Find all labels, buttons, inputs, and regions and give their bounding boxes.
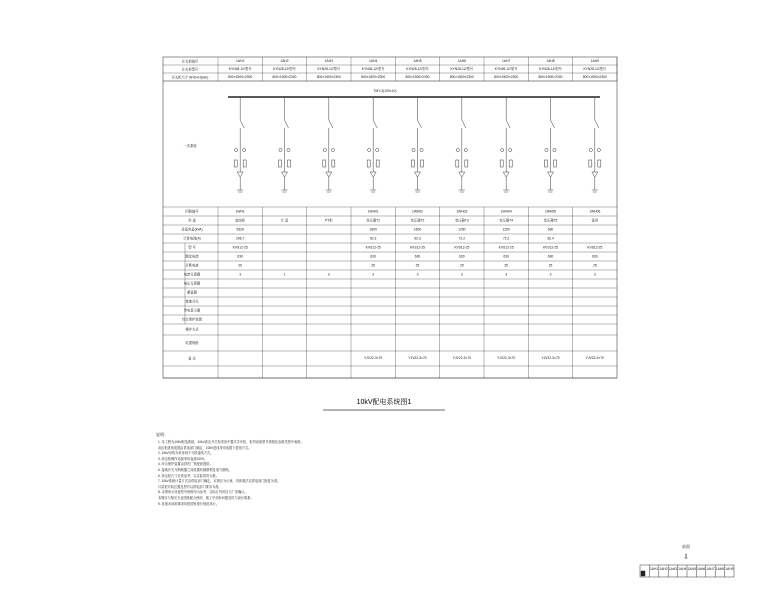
cell-value: 72.2 xyxy=(458,236,466,241)
fuse-icon xyxy=(288,160,291,167)
table-border xyxy=(163,57,617,378)
fuse-icon xyxy=(509,160,512,167)
fuse-icon xyxy=(465,160,468,167)
cell-value: 3 xyxy=(239,272,242,277)
cabinet-number: 1AH4 xyxy=(369,59,378,64)
cell-value: 92.3 xyxy=(414,236,421,241)
row-label: 型 号 xyxy=(188,245,196,250)
ct-icon xyxy=(456,148,459,151)
cabinet-circuit xyxy=(500,97,512,192)
diagram-title: 10kV配电系统图1 xyxy=(356,399,412,406)
fuse-icon xyxy=(376,160,379,167)
notes-list xyxy=(152,440,332,507)
ct-icon xyxy=(243,148,246,151)
arrester-icon xyxy=(500,160,503,167)
cable-head-icon xyxy=(592,172,598,177)
breaker-icon xyxy=(506,120,510,128)
cell-value: 变压器T4 xyxy=(499,218,514,223)
row-label: 电压互感器 xyxy=(183,281,201,286)
cabinet-number: 1AH3 xyxy=(324,59,333,64)
fuse-icon xyxy=(332,160,335,167)
cell-value: 3 xyxy=(372,272,375,277)
cable-head-icon xyxy=(415,172,421,177)
ct-icon xyxy=(376,148,379,151)
cabinet-model: KYN28-12/型号 xyxy=(539,67,562,72)
row-header-label: 开关柜尺寸 W×D×H(mm) xyxy=(171,75,209,80)
cabinet-circuit xyxy=(234,97,246,192)
cabinet-number: 1AH1 xyxy=(236,59,245,64)
cabinet-number: 1AH8 xyxy=(546,59,555,64)
note-line: 3. 高压柜操作电源采用直流220V。 xyxy=(158,456,208,461)
cell-value: 5326 xyxy=(236,227,244,232)
fuse-icon xyxy=(598,160,601,167)
ct-icon xyxy=(331,148,334,151)
cabinet-circuit xyxy=(589,97,601,192)
ct-icon xyxy=(420,148,423,151)
cell-value: 25 xyxy=(592,263,597,268)
legend-cell: 1AH1 xyxy=(649,567,659,571)
cell-value: 3 xyxy=(593,272,596,277)
cabinet-size: 800×1500×2300 xyxy=(316,75,341,80)
arrester-icon xyxy=(412,160,415,167)
cell-value: KVS12-25 xyxy=(542,245,559,250)
cell-value: 1WH06 xyxy=(589,209,601,214)
cell-value: 1250 xyxy=(458,227,466,232)
cabinet-size: 800×1500×2300 xyxy=(449,75,474,80)
notes-block xyxy=(152,432,332,507)
row-header-label: 开关柜型号 xyxy=(181,67,199,72)
cell-value: 630 xyxy=(370,254,376,259)
cable-spec: YJV22-3×70 xyxy=(452,356,471,360)
arrester-icon xyxy=(456,160,459,167)
fuse-icon xyxy=(554,160,557,167)
cell-value: 296.7 xyxy=(236,236,245,241)
cell-value: 1WH04 xyxy=(500,209,512,214)
cell-value: 72.2 xyxy=(502,236,510,241)
breaker-icon xyxy=(373,120,377,128)
breaker-icon xyxy=(551,120,555,128)
cabinet-size: 800×1500×2300 xyxy=(272,75,297,80)
cell-value: 1WH1 xyxy=(235,209,245,214)
cabinet-model: KYN28-12/型号 xyxy=(494,67,518,72)
cabinet-circuit xyxy=(456,97,468,192)
cell-value: 1WH02 xyxy=(412,209,423,214)
cell-value: 1 xyxy=(283,272,286,277)
breaker-icon xyxy=(285,120,289,128)
cable-spec: YJV22-3×70 xyxy=(364,356,383,360)
cabinet-size: 800×1500×2300 xyxy=(538,75,563,80)
arrester-icon xyxy=(589,160,592,167)
row-label: 回路编号 xyxy=(185,209,199,214)
cabinet-size: 800×1500×2300 xyxy=(361,75,386,80)
cabinet-number: 1AH6 xyxy=(457,59,466,64)
cell-value: 630 xyxy=(414,254,421,259)
legend-mark xyxy=(641,571,645,576)
ct-icon xyxy=(368,148,371,151)
row-label: 带电显示器 xyxy=(183,308,201,313)
cell-value: 25 xyxy=(415,263,420,268)
cell-value: 变压器T5 xyxy=(543,218,558,223)
row-label: 电流互感器 xyxy=(183,272,201,277)
cell-value: 3 xyxy=(549,272,552,277)
breaker-icon xyxy=(240,120,244,128)
ct-icon xyxy=(279,148,282,151)
cabinet-model: KYN28-12/型号 xyxy=(228,67,252,72)
cell-value: PT柜 xyxy=(325,218,333,223)
cabinet-size: 800×1500×2300 xyxy=(494,75,519,80)
cable-head-icon xyxy=(459,172,465,177)
cabinet-circuit xyxy=(367,97,379,192)
note-line: 高压柜进线电缆由供电部门确定，10kV进线采用电缆下进线方式。 xyxy=(158,445,252,450)
row-label: 操作方式 xyxy=(185,327,199,332)
legend-cell: 1AH4 xyxy=(678,567,687,571)
notes-title: 说明： xyxy=(156,432,168,437)
cabinet-model: KYN28-12/型号 xyxy=(317,67,341,72)
cell-value: KVS12-25 xyxy=(587,245,603,250)
breaker-icon xyxy=(418,120,422,128)
cable-spec: YJV22-3×70 xyxy=(541,356,560,360)
row-label: 避雷器 xyxy=(187,290,197,295)
legend-cell: 1AH5 xyxy=(687,567,696,571)
cell-value: 630 xyxy=(237,254,243,259)
cell-value: 630 xyxy=(547,227,554,232)
cable-spec: YJV22-3×70 xyxy=(408,356,427,360)
row-label: 综合保护装置 xyxy=(182,317,202,322)
legend-cell: 1AH7 xyxy=(706,567,715,571)
cabinet-size: 800×1500×2300 xyxy=(582,75,607,80)
legend-cell: 1AH6 xyxy=(696,567,706,571)
ct-icon xyxy=(553,148,556,151)
row-label: 备 注 xyxy=(188,356,196,361)
cabinet-model: KYN28-12/型号 xyxy=(583,67,607,72)
ct-icon xyxy=(545,148,548,151)
cell-value: 1WH03 xyxy=(456,209,468,214)
cable-head-icon xyxy=(548,172,554,177)
ct-icon xyxy=(287,148,290,151)
cell-value: 变压器T2 xyxy=(410,218,425,223)
cell-value: 630 xyxy=(592,254,598,259)
cell-value: 3 xyxy=(460,272,463,277)
primary-system-label: 一次系统 xyxy=(183,144,197,148)
row-label: 接地开关 xyxy=(185,299,199,304)
cable-head-icon xyxy=(503,172,509,177)
cell-value: 计 量 xyxy=(280,218,289,223)
note-line: 6. 高压柜尺寸仅供参考，以实际供货为准。 xyxy=(158,473,219,478)
cable-head-icon xyxy=(326,172,332,177)
cell-value: 3 xyxy=(327,272,330,277)
cell-value: 1WH01 xyxy=(367,209,379,214)
breaker-icon xyxy=(462,120,466,128)
cell-value: 变压器T1 xyxy=(366,218,381,223)
legend-cell: 1AH8 xyxy=(715,567,725,571)
note-line: 1. 本工程为10kV配电系统，10kV高压开关柜采用中置式手车柜，柜内设备型号规格及参数见图中表格。 xyxy=(158,440,304,444)
busbar-label: TMY-3(100×10) xyxy=(373,89,397,93)
breaker-icon xyxy=(595,120,599,128)
row-label: 设备容量(kVA) xyxy=(181,227,203,232)
legend-cell: 1AH3 xyxy=(668,567,678,571)
ct-icon xyxy=(464,148,467,151)
cell-value: 25 xyxy=(238,263,243,268)
cabinet-number: 1AH2 xyxy=(280,59,289,64)
arrester-icon xyxy=(279,160,282,167)
row-label: 电缆规格 xyxy=(185,341,199,346)
breaker-icon xyxy=(329,120,333,128)
cell-value: KVS12-25 xyxy=(365,245,381,250)
cell-value: 1250 xyxy=(502,227,510,232)
cell-value: 进线柜 xyxy=(235,218,246,223)
cell-value: 1WH05 xyxy=(545,209,556,214)
cell-value: 变压器T3 xyxy=(454,218,469,223)
cell-value: KVS12-25 xyxy=(498,245,514,250)
cell-value: 25 xyxy=(459,263,464,268)
cabinet-circuit xyxy=(323,97,335,192)
row-label: 用 途 xyxy=(188,218,196,223)
cabinet-number: 1AH9 xyxy=(590,59,599,64)
ct-icon xyxy=(235,148,238,151)
ct-icon xyxy=(501,148,504,151)
arrester-icon xyxy=(323,160,326,167)
cable-spec: YJV22-3×70 xyxy=(585,356,604,360)
cable-spec: YJV22-3×70 xyxy=(497,356,516,360)
ct-icon xyxy=(509,148,512,151)
note-line: 本图应与相关专业图纸配合使用，施工中如有问题及时与设计联系。 xyxy=(158,495,254,500)
cell-value: 92.3 xyxy=(369,236,377,241)
cell-value: KVS12-25 xyxy=(454,245,470,250)
ct-icon xyxy=(597,148,600,151)
cell-value: 36.4 xyxy=(547,236,554,241)
fuse-icon xyxy=(243,160,246,167)
row-label: 额定电流 xyxy=(185,254,199,259)
cell-value: KVS12-25 xyxy=(409,245,426,250)
note-line: 8. 本图所示设备型号规格均为参考，实际订货时应与厂家确认。 xyxy=(158,490,248,495)
cabinet-number: 1AH5 xyxy=(413,59,422,64)
cabinet-model: KYN28-12/型号 xyxy=(361,67,385,72)
cabinet-number: 1AH7 xyxy=(502,59,511,64)
cell-value: 备用 xyxy=(591,218,599,223)
fuse-icon xyxy=(421,160,424,167)
note-line: 7. 10kV系统计量方式由供电部门确定，本图仅为示意，具体做法以供电部门批复为准。 xyxy=(158,479,281,484)
cell-value: 630 xyxy=(459,254,465,259)
cabinet-circuit xyxy=(412,97,424,192)
cabinet-model: KYN28-12/型号 xyxy=(450,67,474,72)
note-line: 5. 接地开关与断路器之间设置机械联锁及电气联锁。 xyxy=(158,467,232,472)
cell-value: KVS12-25 xyxy=(232,245,248,250)
arrester-icon xyxy=(234,160,237,167)
front-label: 前面 xyxy=(682,545,690,549)
cabinet-circuit xyxy=(545,97,557,192)
cell-value: 25 xyxy=(548,263,553,268)
cable-head-icon xyxy=(282,172,288,177)
note-line: 4. 综合保护装置由供货厂家配套提供。 xyxy=(158,462,213,467)
cell-value: 630 xyxy=(547,254,554,259)
cabinet-circuit xyxy=(279,97,291,192)
legend-cell: 1AH2 xyxy=(659,567,668,571)
row-header-label: 开关柜编号 xyxy=(181,59,199,64)
ct-icon xyxy=(323,148,326,151)
note-line: 计量柜安装位置及型号以供电部门要求为准。 xyxy=(158,484,222,489)
row-label: 开断电流 xyxy=(185,263,199,268)
arrester-icon xyxy=(367,160,370,167)
cabinet-model: KYN28-12/型号 xyxy=(273,67,296,72)
cell-value: 25 xyxy=(504,263,509,268)
cabinet-model: KYN28-12/型号 xyxy=(406,67,429,72)
cabinet-size: 800×1500×2300 xyxy=(405,75,430,80)
ct-icon xyxy=(412,148,415,151)
note-line: 9. 其他未说明事项均按国家现行规范执行。 xyxy=(158,501,219,506)
cable-head-icon xyxy=(370,172,376,177)
cable-head-icon xyxy=(237,172,243,177)
cell-value: 3 xyxy=(505,272,508,277)
legend-cell: 1AH9 xyxy=(725,567,734,571)
cell-value: 1600 xyxy=(369,227,377,232)
cell-value: 1600 xyxy=(413,227,422,232)
cell-value: 25 xyxy=(371,263,376,268)
arrester-icon xyxy=(545,160,548,167)
note-line: 2. 10kV母线为单母线不分段接线方式。 xyxy=(158,451,214,456)
row-label: 计算电流(A) xyxy=(183,236,201,241)
cell-value: 630 xyxy=(503,254,509,259)
cabinet-size: 800×1500×2300 xyxy=(228,75,253,80)
arrow-down-icon: ⇩ xyxy=(683,554,689,561)
cell-value: 3 xyxy=(416,272,419,277)
ct-icon xyxy=(589,148,592,151)
